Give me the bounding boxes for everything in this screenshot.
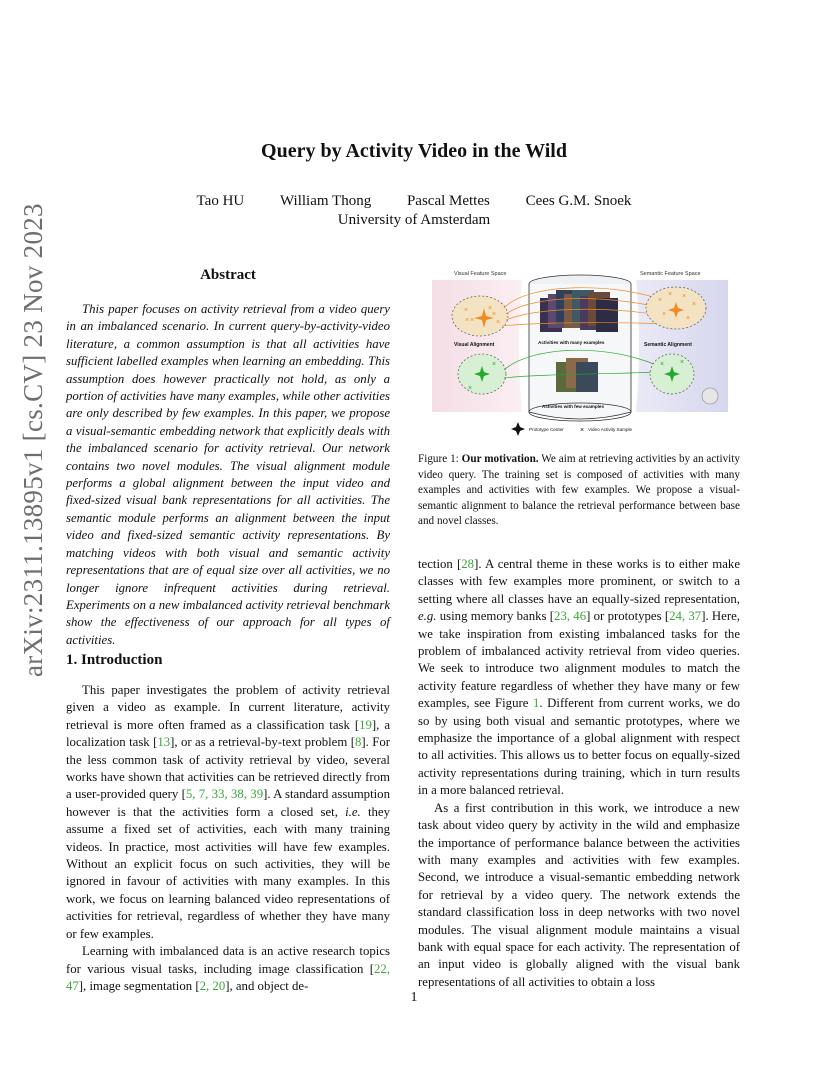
abstract-heading: Abstract — [200, 267, 256, 283]
svg-text:×: × — [662, 311, 667, 318]
abstract-text: This paper focuses on activity retrieval from a video query in an imbalanced scenario. In current query-by-activity-video literature, a common assumption is that all activities have sufficient labelled examples when learning an embedding. This assumption does however practically not hold, as only a portion of activities have many examples, while other activities are only described by few examples. In this paper, we propose a visual-semantic embedding network that explicitly deals with the imbalanced scenario for activity retrieval. Our network contains two novel modules. The visual alignment module performs a global alignment between the input video and fixed-sized visual bank representations for all activities. The semantic module performs an alignment between the input video and fixed-sized semantic activity representations. By matching videos with both visual and semantic activity representations that are of equal size over all activities, we no longer ignore infrequent activities during retrieval. Experiments on a new imbalanced activity retrieval benchmark show the effectiveness of our approach for all types of activities. — [66, 302, 390, 647]
affiliation: University of Amsterdam — [337, 212, 491, 228]
svg-text:×: × — [658, 297, 663, 304]
label-visual-alignment: Visual Alignment — [454, 342, 495, 348]
caption-text: We aim at retrieving activities by an activity video query. The training set is composed of activities with many examples and activities with few examples. We propose a visual-semantic alignment to balance the retrieval performance between base and novel classes. — [418, 453, 740, 528]
legend-prototype: Prototype Center — [529, 427, 564, 432]
caption-bold: Our motivation. — [461, 453, 539, 465]
intro-left-column — [66, 682, 390, 995]
orange-cluster-left — [452, 296, 508, 336]
label-visual-space: Visual Feature Space — [454, 271, 507, 277]
legend-sample: Video Activity Sample — [588, 427, 633, 432]
citation-link[interactable]: 5, 7, 33, 38, 39 — [185, 787, 264, 802]
intro-right-column — [418, 556, 740, 991]
citation-link[interactable]: 24, 37 — [669, 609, 702, 624]
svg-text:×: × — [660, 361, 665, 368]
svg-text:×: × — [668, 291, 673, 298]
sample-legend-icon: × — [580, 427, 585, 434]
svg-text:×: × — [470, 317, 475, 324]
citation-link[interactable]: 13 — [157, 735, 171, 750]
svg-text:×: × — [468, 385, 473, 392]
author-name: Pascal Mettes — [406, 193, 490, 209]
figure-motivation — [418, 262, 740, 440]
arxiv-identifier: arXiv:2311.13895v1 [cs.CV] 23 Nov 2023 — [18, 203, 48, 677]
svg-text:×: × — [464, 307, 469, 314]
svg-text:×: × — [492, 311, 497, 318]
paper-title: Query by Activity Video in the Wild — [261, 140, 567, 162]
figure-diagram — [418, 262, 740, 440]
page-number: 1 — [410, 990, 418, 1005]
label-few-examples: Activities with few examples — [542, 404, 605, 409]
video-stack-many — [540, 290, 618, 332]
svg-text:×: × — [692, 301, 697, 308]
svg-text:×: × — [465, 317, 470, 324]
caption-label: Figure 1: — [418, 453, 462, 465]
intro-paragraph-2: Learning with imbalanced data is an active research topics for various visual tasks, including image classification [22, 47], image segmentation [2, 20], and object de- — [66, 944, 390, 993]
author-name: William Thong — [280, 193, 372, 209]
citation-link[interactable]: 2, 20 — [199, 978, 226, 993]
citation-link[interactable]: 8 — [354, 735, 362, 750]
svg-text:×: × — [686, 315, 691, 322]
svg-text:×: × — [492, 361, 497, 368]
globe-icon — [702, 388, 718, 404]
author-list — [0, 193, 828, 210]
figure-caption — [418, 452, 740, 530]
svg-text:×: × — [488, 305, 493, 312]
section-heading: 1. Introduction — [66, 652, 163, 668]
intro-paragraph-1: This paper investigates the problem of activity retrieval given a video as example. In current literature, activity retrieval is more often framed as a classification task [19], a localization task [13], or as a retrieval-by-text problem [8]. For the less common task of activity retrieval by video, several works have shown that activities can be retrieved directly from a user-provided query [5, 7, 33, 38, 39]. A standard assumption however is that the activities form a closed set, i.e. they assume a fixed set of activities, each with many training videos. In practice, most activities will have few examples. Without an explicit focus on such activities, they will be ignored in favour of activities with many examples. In this work, we focus on learning balanced video representations of activities for retrieval, regardless of whether they have many or few examples. — [66, 683, 390, 941]
author-name: Cees G.M. Snoek — [525, 193, 632, 209]
prototype-legend-icon — [511, 422, 525, 436]
label-semantic-alignment: Semantic Alignment — [644, 342, 692, 348]
abstract-body — [66, 301, 390, 649]
citation-link[interactable]: 19 — [359, 717, 372, 732]
author-name: Tao HU — [196, 193, 245, 209]
citation-link[interactable]: 22, 47 — [66, 961, 390, 993]
figure-link[interactable]: 1 — [533, 696, 540, 711]
label-semantic-space: Semantic Feature Space — [640, 271, 701, 277]
svg-text:×: × — [682, 293, 687, 300]
right-paragraph-2: As a first contribution in this work, we introduce a new task about video query by activity in the wild and emphasize the importance of performance balance between the activities with many examples and activities with few examples. Second, we introduce a visual-semantic embedding network for retrieval by a video query. The network extends the standard classification loss in deep networks with two novel modules. The visual alignment module maintains a visual bank with equal space for each activity. The representation of an input video is globally aligned with the visual bank representations of all activities to obtain a loss — [418, 800, 740, 989]
citation-link[interactable]: 28 — [461, 557, 475, 571]
citation-link[interactable]: 23, 46 — [554, 609, 587, 624]
svg-text:×: × — [680, 359, 685, 366]
right-paragraph-1: tection [28]. A central theme in these works is to either make classes with few examples more prominent, or switch to a setting where all classes have an equally-sized representation, e.g. using memory banks [23, 46] or prototypes [24, 37]. Here, we take inspiration from existing imbalanced tasks for the problem of imbalanced activity retrieval from video queries. We seek to introduce two alignment modules to match the activity feature regardless of whether they have many or few examples, see Figure 1. Different from current works, we do so by using both visual and semantic prototypes, where we emphasize the importance of a global alignment with respect to all activities. This allows us to better focus on equally-sized activity representations during training, which in turn results in a more balanced retrieval. — [418, 557, 741, 798]
svg-text:×: × — [496, 319, 501, 326]
label-many-examples: Activities with many examples — [538, 340, 605, 345]
